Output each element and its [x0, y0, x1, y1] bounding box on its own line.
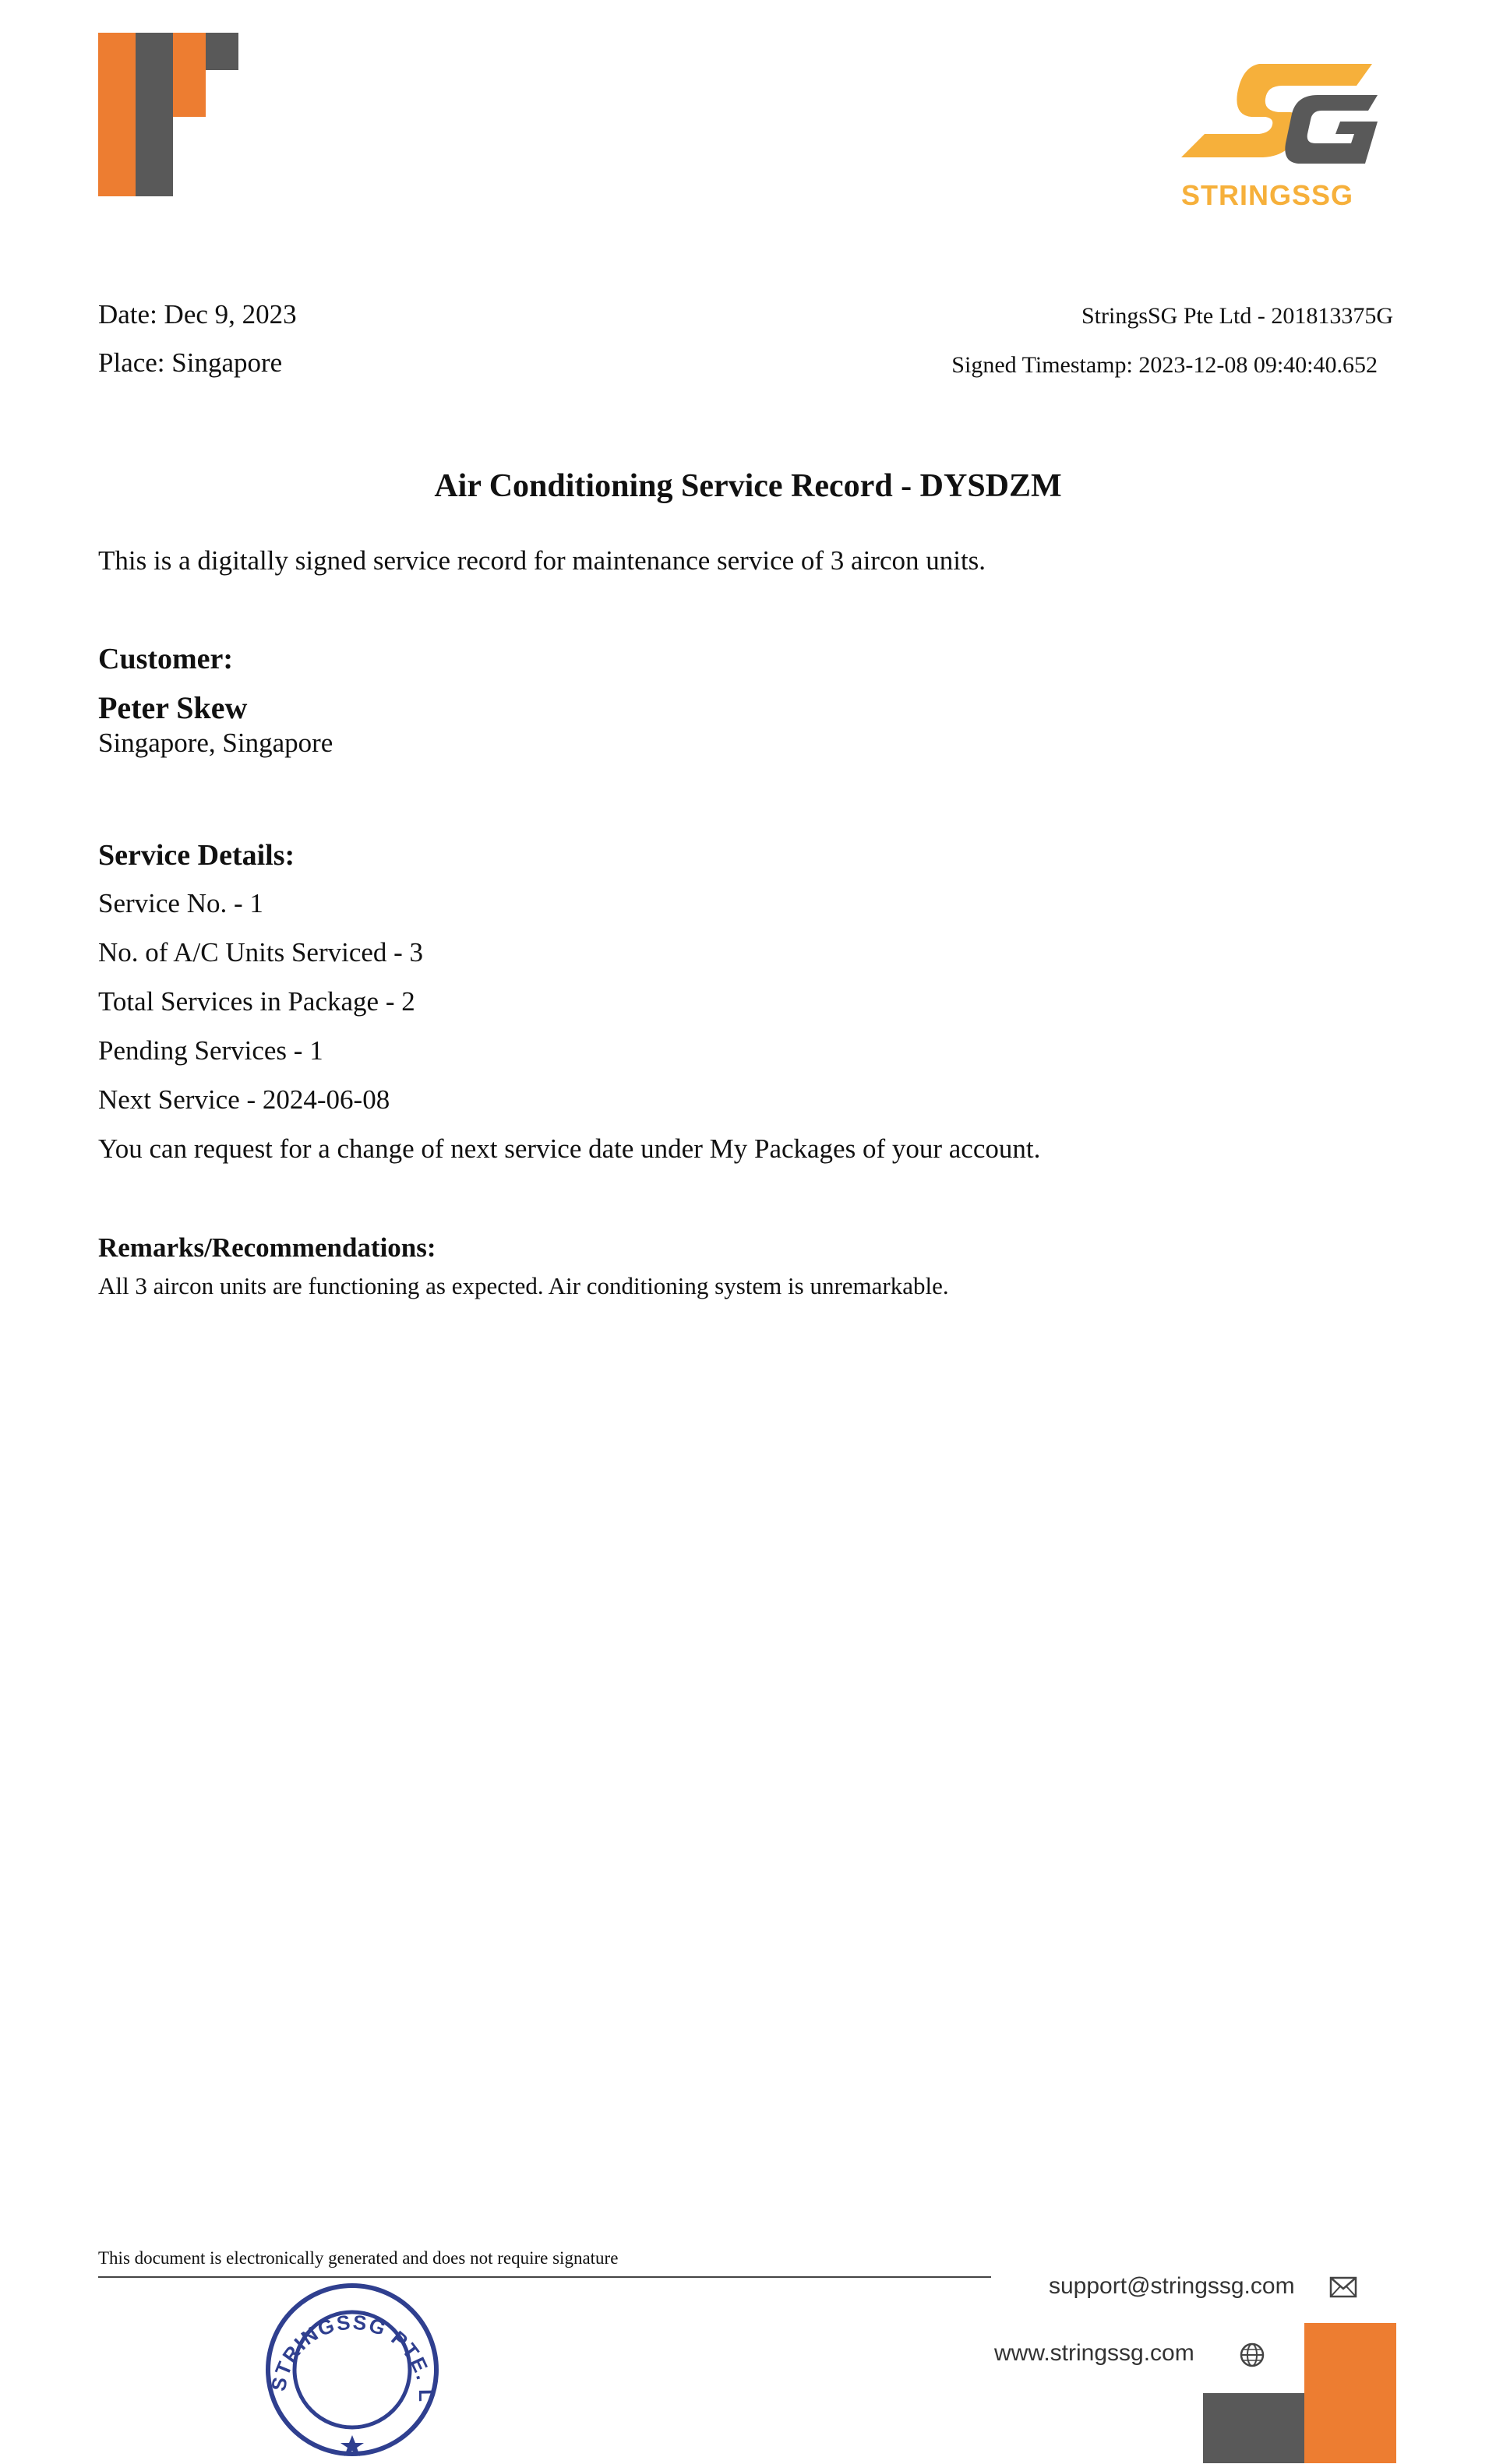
stringssg-logo-mark: [1173, 56, 1393, 173]
service-number: Service No. - 1: [98, 888, 263, 918]
customer-location: Singapore, Singapore: [98, 728, 333, 758]
document-date: Date: Dec 9, 2023: [98, 299, 297, 330]
total-services: Total Services in Package - 2: [98, 986, 415, 1017]
customer-name: Peter Skew: [98, 690, 248, 725]
units-serviced: No. of A/C Units Serviced - 3: [98, 937, 424, 968]
signed-timestamp: Signed Timestamp: 2023-12-08 09:40:40.652: [951, 352, 1378, 378]
globe-icon: [1239, 2342, 1265, 2368]
company-stamp: [262, 2279, 443, 2460]
website-link[interactable]: www.stringssg.com: [994, 2340, 1194, 2366]
remarks-heading: Remarks/Recommendations:: [98, 1232, 436, 1263]
remarks-text: All 3 aircon units are functioning as expected. Air conditioning system is unremarkable.: [98, 1272, 949, 1299]
svg-text:STRINGSSG PTE. LTD.: STRINGSSG PTE. L: [266, 2310, 439, 2402]
document-intro: This is a digitally signed service record for maintenance service of 3 aircon units.: [98, 545, 986, 576]
footer-note: This document is electronically generated and does not require signature: [98, 2248, 619, 2268]
service-change-note: You can request for a change of next service date under My Packages of your account.: [98, 1133, 1041, 1164]
company-logo: [1173, 56, 1393, 221]
next-service: Next Service - 2024-06-08: [98, 1084, 390, 1115]
footer-divider: [98, 2276, 991, 2278]
document-title: Air Conditioning Service Record - DYSDZM: [434, 468, 1062, 504]
support-email-link[interactable]: support@stringssg.com: [1049, 2273, 1295, 2299]
company-registration: StringsSG Pte Ltd - 201813375G: [1081, 303, 1393, 329]
envelope-icon: [1329, 2276, 1357, 2298]
customer-heading: Customer:: [98, 643, 234, 675]
document-place: Place: Singapore: [98, 347, 283, 378]
logo-brand-text: STRINGSSG: [1181, 179, 1354, 211]
pending-services: Pending Services - 1: [98, 1035, 323, 1066]
service-details-heading: Service Details:: [98, 839, 295, 872]
